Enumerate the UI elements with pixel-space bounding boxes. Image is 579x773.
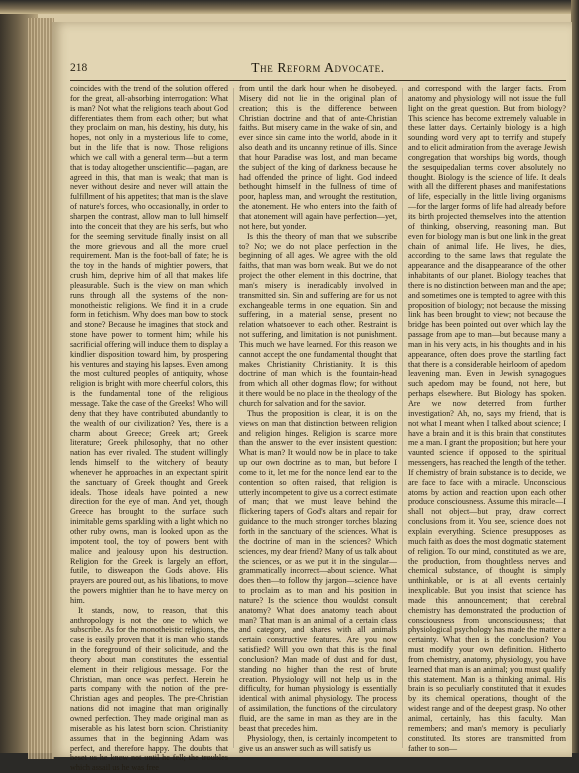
page-edges [28,18,54,759]
paragraph: Thus the proposition is clear, it is on the views on man that distinction between religion and religion hinges. Religion is scarce more than the answer to the ever insistent question: What is man? It would now be in place to take up our own doctrine as to man, but before I come to it, let me for the nonce lend ear to the contention so often raised, that religion is utterly incompetent to give us a correct estimate of man; that we must leave behind the flickering tapers of God's altars and repair for guidance to the much stronger torches blazing forth in the sanctuary of the sciences. What is the doctrine of man in the sciences? Which sciences, my dear friend? Many of us talk about the sciences, or as we put it in the singular—grammatically incorrect—about science. What does then—to follow thy jargon—science have to proclaim as to man and his position in nature? Is the science thou wouldst consult anatomy? What does anatomy teach about man? That man is an animal of a certain class and category, and shares with all animals certain constructive features. Are you now satisfied? Will you own that this is the final conclusion? Man made of dust and for dust, standing no higher than the rest of brute creation. Physiology will not help us in the difficulty, for human physiology is essentially identical with animal physiology. The process of assimilation, the functions of the circulatory fluid, are the same in man as they are in the beast that precedes him. [239,408,397,733]
column-divider [402,88,403,748]
paragraph: Is this the theory of man that we subscribe to? No; we do not place perfection in the beginning of all ages. We agree with the old faiths, that man was born weak. But we do not project the other element in this doctrine, that man's misery is ineradicably involved in transmitted sin. Sin and suffering are for us not exchangeable terms in one equation. Sin and suffering, in a material sense, present no relation whatsoever to each other. Restraint is not suffering, and limitation is not punishment. This much we have learned. For this reason we cannot accept the one fundamental thought that makes Christianity Christianity. It is this doctrine of man which is the fountain-head from which all other dogmas flow; for without it there would be no place in the theology of the church for salvation and for the savior. [239,231,397,408]
header-rule [70,80,566,81]
column-divider [233,88,234,748]
right-shadow [571,0,579,759]
paragraph: It stands, now, to reason, that this anthropology is not the one to which we subscribe. As for the monotheistic religions, the case is easily proven that it is man who stands in the foreground of their solicitude, and the theory about man constitutes the essential element in their religious message. For the Christian, man once was perfect. Herein he parts company with the notion of the pre-Christian ages and peoples. The pre-Christian nations did not imagine that man originally owned perfection. They made original man as miserable as his latest born scion. Christianity assumes that in the beginning Adam was perfect, and therefore happy. The doubts that beset us he knew not until he fell; the troubles which assail us he was free [70,605,228,773]
paragraph: and correspond with the larger facts. From anatomy and physiology will not issue the full light on the great question. But from biology? This science has become extremely valuable in these latter days. Certainly biology is a high sounding word very apt to terrify and stupefy and to elicit admiration from the average Jewish congregation that worships big words, though the sesquipedalian terms cover absolutely no thought. Biology is the science of life. It deals with all the different phases and manifestations of life, especially in the little living organisms—for the larger forms of life had already before its birth projected themselves into the attention of thinking, observing, reasoning man. But even for biology man is but one link in the great chain of animal life. He lives, he dies, according to the same laws that regulate the appearance and the disappearance of the other inhabitants of our planet. Biology teaches that there is no distinction between man and the ape; and sometimes one is tempted to agree with this proposition of biology; not because the missing link has been brought to view; not because the bridge has been pointed out over which lay the passage from ape to man—but because many a man in his very acts, in his thoughts and in his appearance, often does prove the startling fact that there is a considerable heirloom of apedom leavening man. Even in Jewish synagogues such apedom may be found, not here, but perhaps elsewhere. But Biology has spoken. Are we now deterred from further investigation? Ah, no, says my friend, that is not what I meant when I talked about science; I have a brain and it is this brain that constitutes me a man. I grant the proposition; but here your vaunted science if opposed to the spiritual messengers, has reached the length of the tether. If chemistry of brain substance is to decide, we are face to face with a miracle. Unconscious atoms by action and reaction upon each other produce consciousness. Assume this miracle—I shall not object—but pray, draw correct conclusions from it. You see, science does not explain everything. Science presupposes as much faith as does the most dogmatic statement of religion. To our mind, constituted as we are, the production, from thoughtless nerves and chemical substance, of thought is simply unthinkable, or is at all events certainly inexplicable. But you insist that science has made this announcement; that cerebral chemistry has demonstrated the production of consciousness from unconsciousness; that physiological psychology has made the matter a certainty. What then is the conclusion? You must modify your own definition. Hitherto from chemistry, anatomy, physiology, you have learned that man is an animal; you must qualify this statement. Man is a thinking animal. His brain is so peculiarly constituted that it exudes by its chemical operations, thought of the widest range and of the deepest grasp. No other animal, certainly, has this faculty. Man remembers; and man's memory is peculiarly constituted. Its stores are transmitted from father to son— [408,84,567,753]
page-number: 218 [70,62,88,74]
paragraph: Physiology, then, is certainly incompetent to give us an answer such as will satisfy us [239,733,397,753]
running-title: The Reform Advocate. [251,60,385,75]
column-2 [239,84,397,752]
text-columns [70,84,567,773]
column-3 [408,84,566,752]
paragraph: from until the dark hour when he disobeyed. Misery did not lie in the original plan of creation; this is the difference between Christian doctrine and that of ante-Christian faiths. But misery came in the wake of sin, and ever since sin came into the world, abode in it also death and its uncanny retinue of ills. Since that hour Paradise was lost, and man became the subject of the king of darkness because he had offended the prince of light. God indeed bethought himself in the fullness of time of poor, hapless man, and wrought the restitution, the atonement. He who enters into the faith of that atonement will again have perfection—yet, not here, but yonder. [239,84,397,231]
column-1 [70,84,228,773]
top-shadow [0,0,579,14]
paragraph: coincides with the trend of the solution offered for the great, all-absorbing interrogation: What is man? Not what the religions teach about God differentiates them from each other; but what they proclaim on man, his destiny, his duty, his hopes, not only in a mysterious life to come, but in the life that is now. Those religions which we call with a general term—but a term that is today altogether unscientific—pagan, are agreed in this, that man is weak; that man is never without desire and never will attain the fulfillment of his appetites; that man is the slave of nature's forces, who occasionally, in order to sharpen the contrast, allow man to lull himself into the conceit that they are his serfs, but who for the seeming servitude finally insist on all the more grievous and all the more cruel requirement. Man is the foot-ball of fate; he is the toy in the hands of mightier powers, that crush him, deprive him of all that makes life pleasurable. Such is the view on man which runs through all the systems of the non-monotheistic religions. We find it in a crude form in fetichism. Why does man bow to stock and stone? Because he imagines that stock and stone have power to torment him; while his sacrificial offering will induce them to display a kindlier disposition toward him, by prospering his ventures and staying his lapses. Even among the most cultured peoples of antiquity, whose religion is bright with more cheerful colors, this is the fundamental tone of the religious message. Take the case of the Greeks! Who will deny that they have contributed abundantly to the wealth of our civilization? Yes, there is a charm about Greece; Greek art; Greek literature; Greek philosophy, that no other nation has ever rivaled. The student willingly lends himself to the witchery of beauty whenever he approaches in an expectant spirit the sanctuary of Greek thought and Greek ideals. Those ideals have pointed a new direction for the eye of man. And yet, though Greece has brought to the surface such inimitable gems sparkling with a light which no other ruby owns, man is looked upon as the impotent tool, the toy of powers bent with malice and jealousy upon his destruction. Religion for the Greek is largely an effort, futile, to disweapon the Gods above. His prayers are poured out, as his libations, to move the powers mightier than he to have mercy on him. [70,84,228,605]
running-header [70,60,566,80]
